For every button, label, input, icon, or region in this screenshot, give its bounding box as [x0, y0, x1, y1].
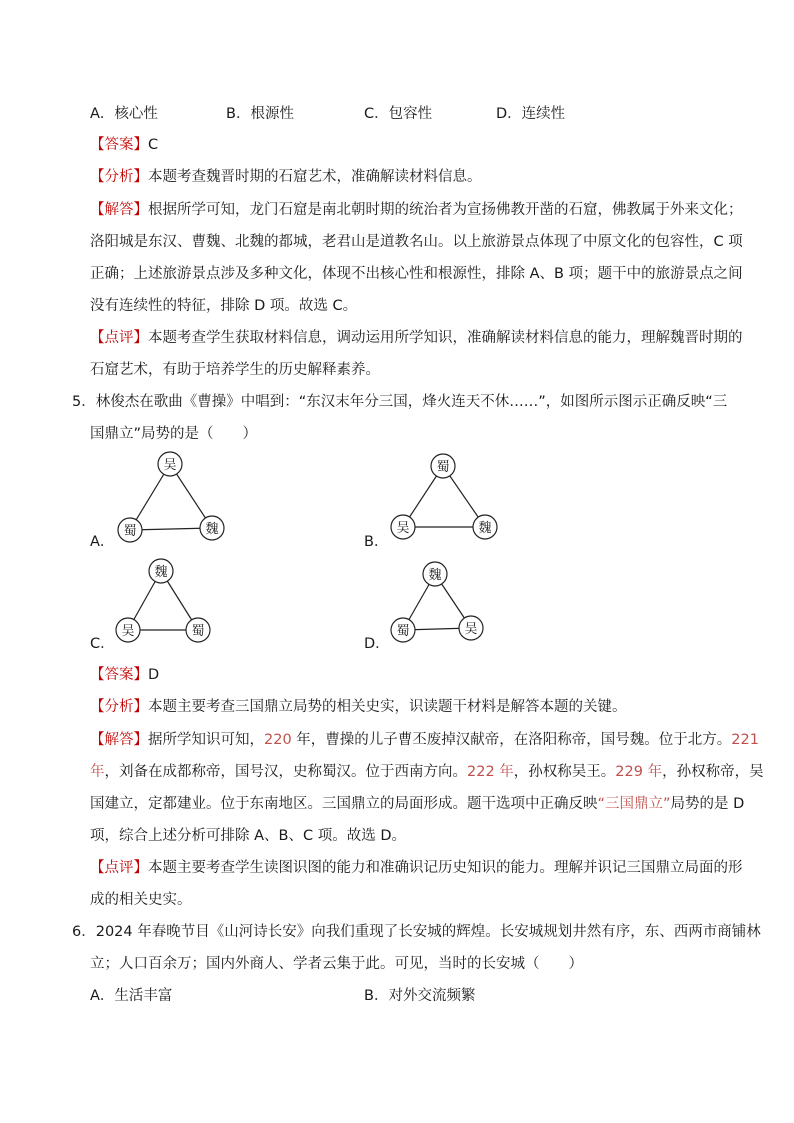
diagram-c-right: 蜀 [191, 624, 205, 639]
year-221: 221 [731, 732, 759, 748]
analysis-tag: 【分析】 [90, 699, 148, 715]
q4-solution-line-3: 正确；上述旅游景点涉及多种文化，体现不出核心性和根源性，排除 A、B 项；题干中的旅游景点之间 [90, 266, 743, 282]
q5-comment-line-1 [90, 856, 743, 877]
q4-solution-line-2: 洛阳城是东汉、曹魏、北魏的都城，老君山是道教名山。以上旅游景点体现了中原文化的包容性，C 项 [90, 234, 743, 250]
diagram-c-top: 魏 [154, 565, 168, 580]
q6-stem-line-1: 6．2024 年春晚节目《山河诗长安》向我们重现了长安城的辉煌。长安城规划井然有序，东、西两市商铺林 [72, 924, 761, 940]
diagram-a-right: 魏 [205, 522, 219, 537]
q6-stem-line-2: 立；人口百余万；国内外商人、学者云集于此。可见，当时的长安城（ ） [90, 956, 583, 972]
year-220: 220 [264, 732, 292, 748]
q4-option-d: D．连续性 [496, 106, 566, 122]
diagram-c-label: C． [90, 636, 115, 652]
answer-tag: 【答案】 [90, 137, 148, 153]
diagram-b [382, 448, 522, 548]
q5-stem-line-2: 国鼎立”局势的是（ ） [90, 426, 258, 442]
q4-comment-line-2: 石窟艺术，有助于培养学生的历史解释素养。 [90, 362, 380, 378]
diagram-b-right: 魏 [478, 521, 492, 536]
highlight-sanguo: “三国鼎立” [597, 796, 671, 812]
year-229: 229 年 [615, 764, 663, 780]
q4-solution-line-4: 没有连续性的特征，排除 D 项。故选 C。 [90, 298, 358, 314]
diagram-a-top: 吴 [163, 458, 177, 473]
q4-analysis [90, 165, 482, 186]
solution-text: ，孙权称吴王。 [513, 764, 616, 780]
solution-text: 国建立，定都建业。位于东南地区。三国鼎立的局面形成。题干选项中正确反映 [90, 796, 598, 812]
solution-text: ，刘备在成都称帝，国号汉，史称蜀汉。位于西南方向。 [104, 764, 467, 780]
analysis-tag: 【分析】 [90, 169, 148, 185]
solution-tag: 【解答】 [90, 732, 148, 748]
q6-option-b: B．对外交流频繁 [364, 988, 476, 1004]
answer-value: D [148, 667, 160, 683]
q5-stem-line-1: 5．林俊杰在歌曲《曹操》中唱到：“东汉末年分三国，烽火连天不休……”，如图所示图示正确反映“三 [72, 394, 728, 410]
solution-text: ，孙权称帝，吴 [662, 764, 764, 780]
answer-tag: 【答案】 [90, 667, 148, 683]
q6-option-a: A．生活丰富 [90, 988, 173, 1004]
analysis-text: 本题主要考查三国鼎立局势的相关史实，识读题干材料是解答本题的关键。 [148, 699, 627, 715]
diagram-c [108, 556, 228, 652]
diagram-d-top: 魏 [428, 568, 442, 583]
solution-text: 局势的是 D [670, 796, 745, 812]
year-word: 年 [90, 764, 105, 780]
diagram-d-right: 吴 [464, 622, 478, 637]
solution-text: 据所学知识可知， [148, 732, 264, 748]
q5-comment-line-2: 成的相关史实。 [90, 892, 192, 908]
answer-value: C [148, 137, 159, 153]
diagram-b-left: 吴 [396, 521, 410, 536]
q4-option-b: B．根源性 [226, 106, 294, 122]
q4-solution-line-1 [90, 198, 743, 219]
solution-text: 根据所学可知，龙门石窟是南北朝时期的统治者为宣扬佛教开凿的石窟，佛教属于外来文化； [148, 202, 743, 218]
q5-answer [90, 663, 159, 684]
diagram-b-top: 蜀 [436, 460, 450, 475]
diagram-a-left: 蜀 [123, 524, 137, 539]
comment-tag: 【点评】 [90, 330, 148, 346]
solution-tag: 【解答】 [90, 202, 148, 218]
diagram-d [382, 558, 502, 654]
comment-text: 本题考查学生获取材料信息，调动运用所学知识，准确解读材料信息的能力，理解魏晋时期的 [148, 330, 743, 346]
diagram-c-left: 吴 [121, 624, 135, 639]
q4-answer [90, 133, 158, 154]
solution-text: 年，曹操的儿子曹丕废掉汉献帝，在洛阳称帝，国号魏。位于北方。 [291, 732, 732, 748]
q5-solution-line-2 [90, 760, 764, 781]
comment-text: 本题主要考查学生读图识图的能力和准确识记历史知识的能力。理解并识记三国鼎立局面的形 [148, 860, 743, 876]
diagram-d-left: 蜀 [396, 624, 410, 639]
comment-tag: 【点评】 [90, 860, 148, 876]
q4-comment-line-1 [90, 326, 743, 347]
diagram-a [112, 448, 252, 548]
diagram-d-label: D． [364, 636, 390, 652]
diagram-a-label: A． [90, 534, 115, 550]
q5-solution-line-1 [90, 728, 759, 749]
q4-option-c: C．包容性 [364, 106, 433, 122]
q4-option-a: A．核心性 [90, 106, 158, 122]
diagram-b-label: B． [364, 534, 389, 550]
q5-solution-line-4: 项，综合上述分析可排除 A、B、C 项。故选 D。 [90, 828, 406, 844]
q5-analysis [90, 695, 627, 716]
q5-solution-line-3 [90, 792, 744, 813]
year-222: 222 年 [467, 764, 514, 780]
analysis-text: 本题考查魏晋时期的石窟艺术，准确解读材料信息。 [148, 169, 482, 185]
